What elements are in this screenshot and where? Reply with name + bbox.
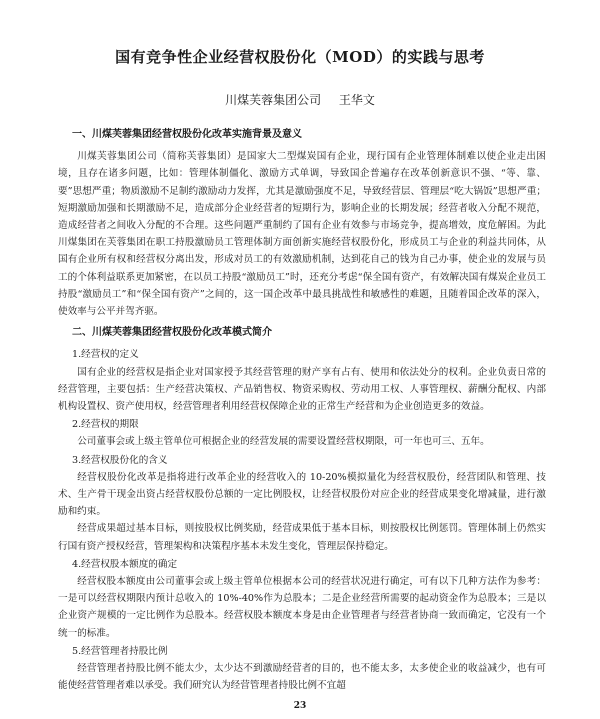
paragraph-share-amount: 经营权股本额度由公司董事会或上级主管单位根据本公司的经营状况进行确定，可有以下几种方法作为参考：一是可以经营权期限内预计总收入的 10%-40%作为总股本；二是企业经营所需要的起动资金作为总股本；三是以企业资产规模的一定比例作为总股本。经营权股本额度本身是由企业管理者与经营者协商一致而确定，它没有一个统一的标准。 (58, 576, 546, 639)
section-1-paragraph: 川煤芙蓉集团公司（简称芙蓉集团）是国家大二型煤炭国有企业，现行国有企业管理体制难以使企业走出困境，且存在诸多问题，比如：管理体制僵化、激励方式单调，导致国企普遍存在改革创新意识不强、“等、靠、要”思想严重；物质激励不足制约激励动力发挥，尤其是激励强度不足，导致经营层、管理层“吃大锅饭”思想严重；短期激励加强和长期激励不足，造成部分企业经营者的短期行为，影响企业的长期发展；经营者收入分配不规范，造成经营者之间收入分配的不合理。这些问题严重制约了国有企业有效参与市场竞争，提高增效，度危解困。为此川煤集团在芙蓉集团在职工持股激励员工管理体制方面创新实施经营权股份化，形成员工与企业的利益共同体，从国有企业所有权和经营权分离出发，形成对员工的有效激励机制，达到花自己的钱为自己办事，使企业的发展与员工的个体利益联系更加紧密，在以员工持股“激励员工”时，还充分考虑“保全国有资产，有效解决国有煤炭企业员工持股“激励员工”和“保全国有资产”之间的，这一国企改革中最具挑战性和敏感性的难题，且随着国企改革的深入，使效率与公平并驾齐驱。 (58, 151, 546, 318)
section-heading-2: 二、川煤芙蓉集团经营权股份化改革模式简介 (72, 327, 272, 339)
paper-body (58, 122, 546, 695)
author-name: 王华文 (338, 93, 375, 107)
paragraph-definition: 国有企业的经营权是指企业对国家授予其经营管理的财产享有占有、使用和依法处分的权利。企业负责日常的经营管理，主要包括：生产经营决策权、产品销售权、物资采购权、劳动用工权、人事管理权、薪酬分配权、内部机构设置权、资产使用权，经营管理者利用经营权保障企业的正常生产经营和为企业创造更多的效益。 (58, 366, 546, 413)
subheading-meaning: 3.经营权股份化的含义 (72, 454, 168, 466)
author-line (0, 91, 600, 108)
paper-title: 国有竞争性企业经营权股份化（MOD）的实践与思考 (115, 48, 485, 66)
subheading-share-amount: 4.经营权股本额度的确定 (72, 558, 178, 570)
paragraph-meaning-1: 经营权股份化改革是指将进行改革企业的经营收入的 10-20%模拟量化为经营权股份，经营团队和管理、技术、生产骨干现金出资占经营权股份总额的一定比例股权，让经营权股份对应企业的经营成果变化增减量，进行激励和约束。 (58, 471, 546, 518)
subheading-holding-ratio: 5.经营管理者持股比例 (72, 645, 168, 657)
section-heading-1: 一、川煤芙蓉集团经营权股份化改革实施背景及意义 (72, 129, 302, 140)
paragraph-holding-ratio: 经营管理者持股比例不能太少，太少达不到激励经营者的目的，也不能太多，太多使企业的收益减少，也有可能使经营管理者难以承受。我们研究认为经营管理者持股比例不宜超 (58, 663, 546, 692)
page-number: 23 (293, 701, 307, 711)
paragraph-term: 公司董事会或上级主管单位可根据企业的经营发展的需要设置经营权期限，可一年也可三、五年。 (77, 436, 490, 448)
subheading-definition: 1.经营权的定义 (72, 349, 139, 361)
paragraph-meaning-2: 经营成果超过基本目标，则按股权比例奖励，经营成果低于基本目标，则按股权比例惩罚。管理体制上仍然实行国有资产授权经营，管理架构和决策程序基本未发生变化，管理层保持稳定。 (58, 523, 546, 552)
author-organization: 川煤芙蓉集团公司 (225, 93, 322, 107)
subheading-term: 2.经营权的期限 (72, 419, 139, 431)
